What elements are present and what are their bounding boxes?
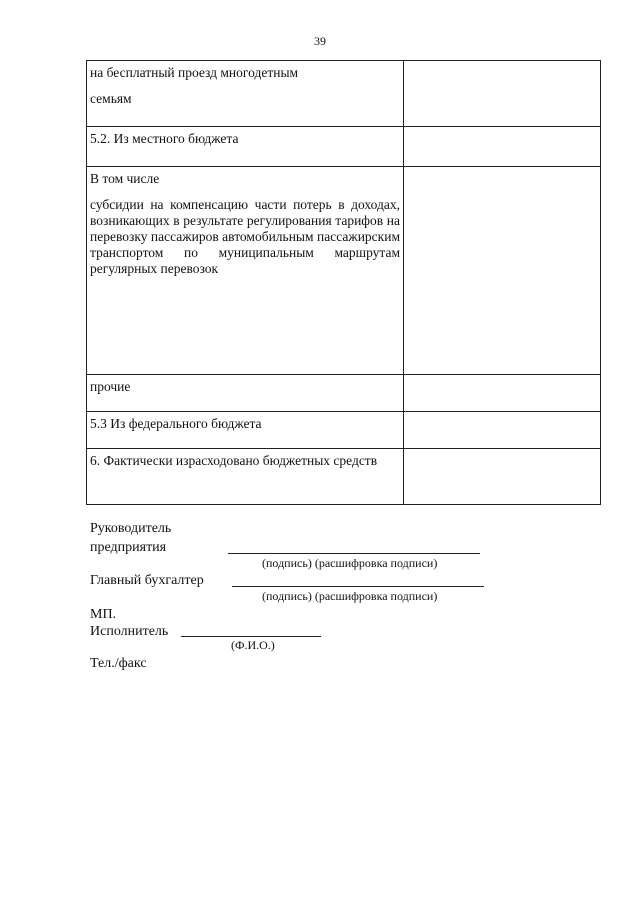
- head-signature-caption: (подпись) (расшифровка подписи): [262, 556, 438, 570]
- table-row: [87, 167, 601, 375]
- row-text: 5.3 Из федерального бюджета: [90, 416, 262, 431]
- row-label: [87, 61, 404, 127]
- table-row: [87, 375, 601, 412]
- executor-name-line[interactable]: [181, 636, 321, 637]
- stamp-label: МП.: [90, 607, 117, 622]
- accountant-signature-line[interactable]: [232, 586, 484, 587]
- phone-label: Тел./факс: [90, 656, 147, 671]
- value-cell[interactable]: [404, 449, 601, 505]
- table-row: [87, 412, 601, 449]
- budget-table: [86, 60, 601, 505]
- accountant-signature-caption: (подпись) (расшифровка подписи): [262, 589, 438, 603]
- head-signature-line[interactable]: [228, 553, 480, 554]
- row-text: семьям: [90, 91, 132, 106]
- value-cell[interactable]: [404, 167, 601, 375]
- row-label: [87, 449, 404, 505]
- head-label-line1: Руководитель: [90, 521, 172, 536]
- page-number: 39: [314, 34, 326, 48]
- table-row: [87, 127, 601, 167]
- row-text: на бесплатный проезд многодетным: [90, 65, 299, 80]
- accountant-label: Главный бухгалтер: [90, 573, 204, 588]
- row-label: [87, 167, 404, 375]
- row-text: прочие: [90, 379, 131, 394]
- value-cell[interactable]: [404, 412, 601, 449]
- value-cell[interactable]: [404, 61, 601, 127]
- row-label: [87, 412, 404, 449]
- row-text: субсидии на компенсацию части потерь в доходах, возникающих в результате регулирования тарифов на перевозку пассажиров автомобильным пассажирским транспортом по муниципальным маршрутам регулярных перевозок: [90, 197, 400, 276]
- head-label-line2: предприятия: [90, 540, 167, 555]
- row-text: 6. Фактически израсходовано бюджетных средств: [90, 453, 378, 468]
- executor-label: Исполнитель: [90, 624, 169, 639]
- row-label: [87, 375, 404, 412]
- executor-caption: (Ф.И.О.): [231, 638, 275, 652]
- value-cell[interactable]: [404, 375, 601, 412]
- row-text: 5.2. Из местного бюджета: [90, 131, 239, 146]
- table-row: [87, 449, 601, 505]
- table-row: [87, 61, 601, 127]
- value-cell[interactable]: [404, 127, 601, 167]
- row-text: В том числе: [90, 171, 160, 186]
- row-label: [87, 127, 404, 167]
